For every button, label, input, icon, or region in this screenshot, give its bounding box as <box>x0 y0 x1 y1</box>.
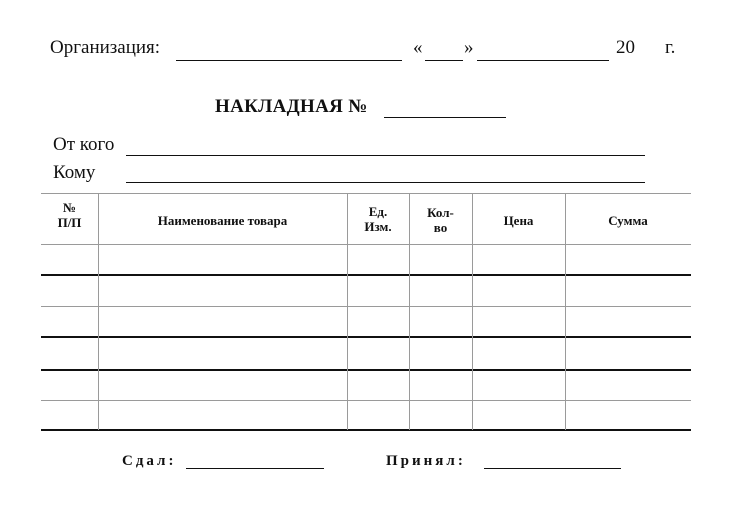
row-border <box>41 274 691 276</box>
received-label: Принял: <box>386 453 466 469</box>
table-bottom-border <box>41 429 691 431</box>
org-label: Организация: <box>50 37 161 58</box>
header-cell-name-label: Наименование товара <box>157 212 288 228</box>
row-border <box>41 306 691 307</box>
date-year-suffix: г. <box>665 37 676 58</box>
date-day-line[interactable] <box>425 60 463 61</box>
invoice-number-line[interactable] <box>384 117 506 118</box>
gave-signature-line[interactable] <box>186 468 324 469</box>
row-border <box>41 400 691 401</box>
header-cell-number <box>41 193 98 237</box>
header-cell-quantity-line2: во <box>433 220 448 235</box>
row-border <box>41 336 691 338</box>
header-cell-unit-line1: Ед. <box>368 204 388 219</box>
date-quote-open: « <box>413 37 423 58</box>
date-year-prefix: 20 <box>616 37 635 58</box>
date-quote-close: » <box>464 37 474 58</box>
header-cell-price-label: Цена <box>503 212 534 228</box>
header-cell-sum <box>565 193 691 247</box>
received-signature-line[interactable] <box>484 468 621 469</box>
date-month-line[interactable] <box>477 60 609 61</box>
header-cell-number-line2: П/П <box>57 215 82 230</box>
header-cell-unit <box>347 193 409 245</box>
page-title: НАКЛАДНАЯ № <box>215 96 368 117</box>
gave-label: Сдал: <box>122 453 177 469</box>
row-border <box>41 369 691 371</box>
to-field-line[interactable] <box>126 182 645 183</box>
header-cell-price <box>472 193 565 247</box>
to-label: Кому <box>53 162 96 183</box>
header-cell-sum-label: Сумма <box>608 212 648 228</box>
from-label: От кого <box>53 134 115 155</box>
org-field-line[interactable] <box>176 60 402 61</box>
header-cell-number-line1: № <box>62 200 77 215</box>
header-cell-name <box>98 193 347 247</box>
header-cell-quantity <box>409 193 472 247</box>
header-cell-quantity-line1: Кол- <box>427 205 454 220</box>
header-cell-unit-line2: Изм. <box>364 219 392 234</box>
from-field-line[interactable] <box>126 155 645 156</box>
goods-table <box>41 193 691 431</box>
